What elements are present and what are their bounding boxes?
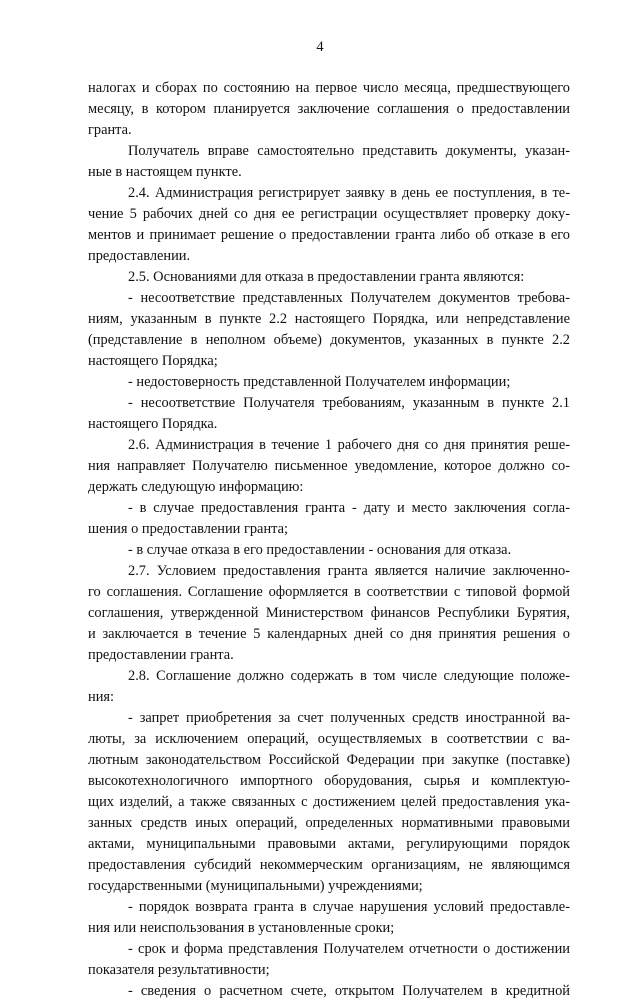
text-line: - сведения о расчетном счете, открытом Получателем в кредитной xyxy=(128,983,570,999)
text-line: - в случае предоставления гранта - дату и место заключения согла- xyxy=(128,500,570,516)
text-line: и заключается в течение 5 календарных дней со дня принятия решения о xyxy=(88,626,570,642)
text-line: щих изделий, а также связанных с достижением целей предоставления ука- xyxy=(88,794,570,810)
text-line: лютным законодательством Российской Федерации при закупке (поставке) xyxy=(88,752,570,768)
text-line: го соглашения. Соглашение оформляется в соответствии с типовой формой xyxy=(88,584,570,600)
text-line: предоставлении. xyxy=(88,248,191,264)
text-line: гранта. xyxy=(88,122,132,138)
text-line: ные в настоящем пункте. xyxy=(88,164,242,180)
text-line: 2.7. Условием предоставления гранта является наличие заключенно- xyxy=(128,563,570,579)
text-line: - несоответствие Получателя требованиям, указанным в пункте 2.1 xyxy=(128,395,570,411)
text-line: настоящего Порядка; xyxy=(88,353,218,369)
page-number: 4 xyxy=(316,39,324,55)
text-line: держать следующую информацию: xyxy=(88,479,304,495)
text-line: - порядок возврата гранта в случае нарушения условий предоставле- xyxy=(128,899,570,915)
text-line: 2.8. Соглашение должно содержать в том числе следующие положе- xyxy=(128,668,570,684)
text-line: люты, за исключением операций, осуществляемых в соответствии с ва- xyxy=(88,731,570,747)
text-line: предоставления субсидий некоммерческим организациям, не являющимся xyxy=(88,857,570,873)
text-line: ния: xyxy=(88,689,115,705)
text-line: Получатель вправе самостоятельно представить документы, указан- xyxy=(128,143,570,159)
text-line: 2.6. Администрация в течение 1 рабочего дня со дня принятия реше- xyxy=(128,437,570,453)
text-line: актами, муниципальными правовыми актами, регулирующими порядок xyxy=(88,836,570,852)
text-line: занных средств иных операций, определенных нормативными правовыми xyxy=(88,815,570,831)
text-line: - запрет приобретения за счет полученных средств иностранной ва- xyxy=(128,710,570,726)
document-body xyxy=(88,78,570,1002)
text-line: ния или неиспользования в установленные сроки; xyxy=(88,920,395,936)
text-line: ментов и принимает решение о предоставлении гранта либо об отказе в его xyxy=(88,227,570,243)
text-line: соглашения, утвержденной Министерством финансов Республики Бурятия, xyxy=(88,605,570,621)
text-line: настоящего Порядка. xyxy=(88,416,218,432)
text-line: налогах и сборах по состоянию на первое число месяца, предшествующего xyxy=(88,80,570,96)
text-line: (представление в неполном объеме) документов, указанных в пункте 2.2 xyxy=(88,332,570,348)
text-line: - недостоверность представленной Получателем информации; xyxy=(128,374,511,390)
text-line: - срок и форма представления Получателем отчетности о достижении xyxy=(128,941,570,957)
text-line: высокотехнологичного импортного оборудования, сырья и комплектую- xyxy=(88,773,570,789)
text-line: показателя результативности; xyxy=(88,962,270,978)
text-line: ниям, указанным в пункте 2.2 настоящего Порядка, или непредставление xyxy=(88,311,570,327)
text-line: ния направляет Получателю письменное уведомление, которое должно со- xyxy=(88,458,570,474)
text-line: чение 5 рабочих дней со дня ее регистрации осуществляет проверку доку- xyxy=(88,206,570,222)
text-line: шения о предоставлении гранта; xyxy=(88,521,289,537)
text-line: месяцу, в котором планируется заключение соглашения о предоставлении xyxy=(88,101,570,117)
text-line: предоставлении гранта. xyxy=(88,647,234,663)
text-line: государственными (муниципальными) учреждениями; xyxy=(88,878,423,894)
text-line: 2.4. Администрация регистрирует заявку в день ее поступления, в те- xyxy=(128,185,570,201)
text-line: 2.5. Основаниями для отказа в предоставлении гранта являются: xyxy=(128,269,525,285)
text-line: - несоответствие представленных Получателем документов требова- xyxy=(128,290,570,306)
text-line: - в случае отказа в его предоставлении - основания для отказа. xyxy=(128,542,512,558)
